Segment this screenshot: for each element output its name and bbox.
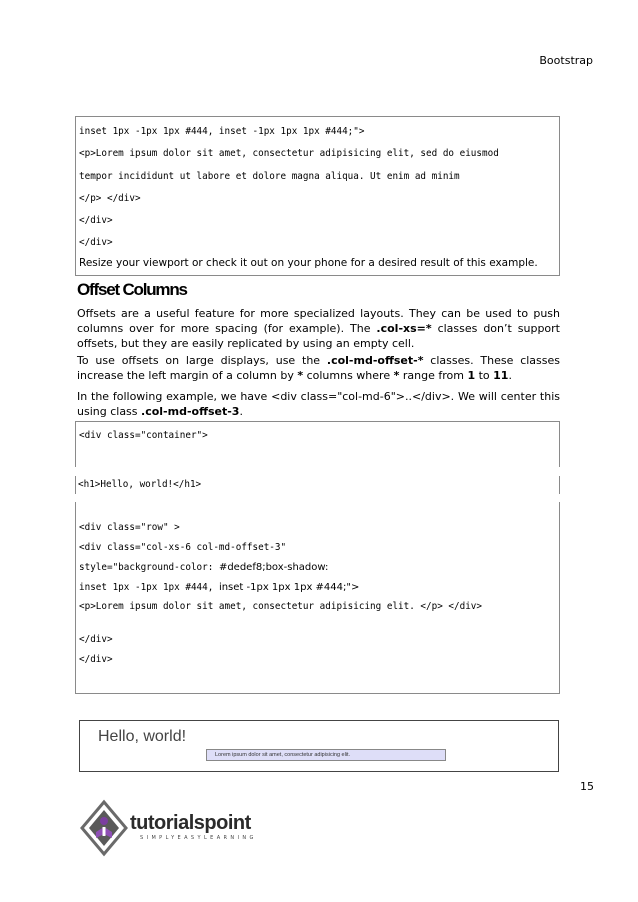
inline-emphasis: * — [297, 369, 304, 382]
code-line — [79, 562, 328, 574]
code-block-note: Resize your viewport or check it out on your phone for a desired result of this example. — [79, 257, 538, 269]
logo-wordmark: tutorialspoint — [130, 812, 251, 834]
result-offset-column: Lorem ipsum dolor sit amet, consectetur adipisicing elit. — [206, 749, 446, 761]
code-line: </div> — [79, 215, 113, 226]
para-text: Offsets are a useful feature for more specialized layouts. They can be used to push columns over for more spacing (for example). The — [77, 307, 560, 335]
paragraph-offsets-intro — [77, 306, 560, 351]
code-block-2-left-edge — [75, 476, 76, 494]
logo-tagline: SIMPLYEASYLEARNING — [140, 835, 257, 841]
para-text: . — [508, 369, 512, 382]
result-preview — [79, 720, 559, 772]
code-fragment: #dedef8;box-shadow: — [218, 562, 329, 573]
code-line: </div> — [79, 237, 113, 248]
inline-emphasis: * — [393, 369, 400, 382]
para-text: To use offsets on large displays, use the — [77, 354, 327, 367]
code-line: </div> — [79, 634, 113, 645]
code-line: tempor incididunt ut labore et dolore magna aliqua. Ut enim ad minim — [79, 171, 460, 182]
para-text: In the following example, we have <div class="col-md-6">..</div>. We will center this using class — [77, 390, 560, 418]
code-line: inset 1px -1px 1px #444, inset -1px 1px 1px #444;"> — [79, 126, 365, 137]
section-heading: Offset Columns — [77, 280, 187, 299]
tutorialspoint-logo — [78, 798, 258, 858]
para-text: classes don’t support offsets, but they are easily replicated by using an empty cell. — [77, 322, 560, 350]
code-fragment: inset -1px 1px 1px #444;"> — [218, 582, 360, 593]
para-text: to — [475, 369, 494, 382]
code-line — [79, 582, 359, 594]
result-heading: Hello, world! — [98, 728, 187, 745]
inline-code: .col-md-offset-* — [326, 354, 424, 367]
para-text: range from — [399, 369, 468, 382]
paragraph-offsets-large — [77, 353, 560, 383]
code-block-2-top — [75, 421, 560, 467]
code-block-2-bottom — [75, 502, 560, 694]
inline-code: .col-xs=* — [376, 322, 432, 335]
inline-code: .col-md-offset-3 — [141, 405, 240, 418]
code-block-2-right-edge — [559, 476, 560, 494]
code-line: <div class="container"> — [79, 430, 208, 441]
page-header-title: Bootstrap — [539, 54, 593, 67]
code-fragment: style="background-color: — [79, 562, 219, 573]
code-line: <div class="row" > — [79, 522, 180, 533]
code-line: <div class="col-xs-6 col-md-offset-3" — [79, 542, 287, 553]
code-line: <h1>Hello, world!</h1> — [78, 479, 202, 490]
para-text: columns where — [303, 369, 394, 382]
logo-mark-icon — [78, 798, 130, 858]
page-number: 15 — [580, 780, 594, 793]
inline-emphasis: 1 — [467, 369, 476, 382]
code-fragment: inset 1px -1px 1px #444, — [79, 582, 219, 593]
para-text: . — [239, 405, 243, 418]
code-line: </p> </div> — [79, 193, 141, 204]
inline-emphasis: 11 — [493, 369, 509, 382]
code-block-1 — [75, 116, 560, 276]
code-line: <p>Lorem ipsum dolor sit amet, consectetur adipisicing elit, sed do eiusmod — [79, 148, 499, 159]
code-line: </div> — [79, 654, 113, 665]
code-line: <p>Lorem ipsum dolor sit amet, consectetur adipisicing elit. </p> </div> — [79, 601, 482, 612]
para-text: classes. These classes increase the left margin of a column by — [77, 354, 560, 382]
paragraph-example-intro — [77, 389, 560, 419]
